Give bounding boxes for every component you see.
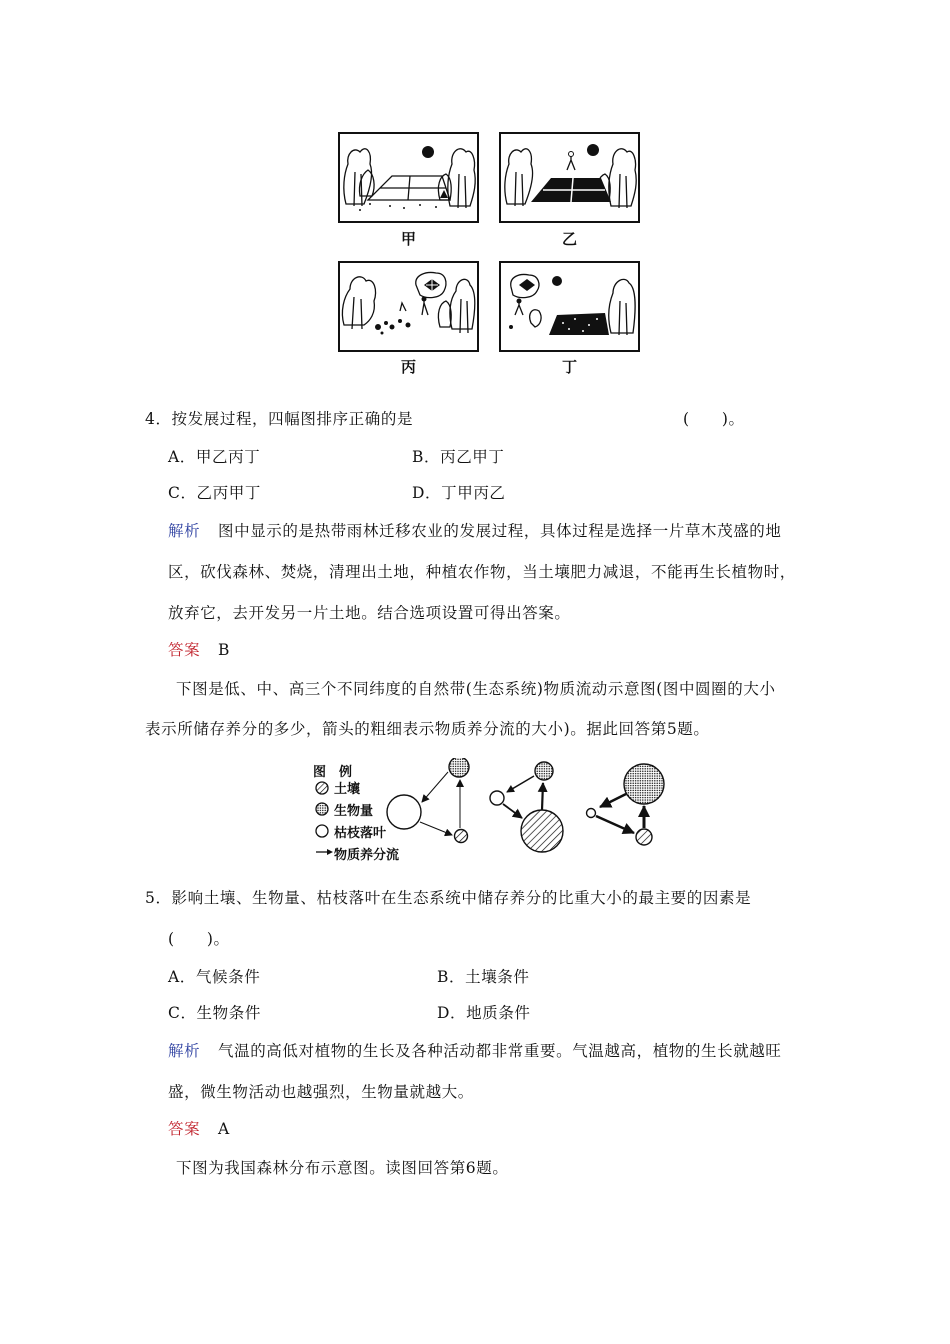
legend-litter-icon	[316, 825, 328, 837]
caption-bing: 丙	[401, 358, 417, 376]
q5-answer-value: A	[218, 1120, 230, 1138]
caption-ding: 丁	[562, 358, 578, 376]
q5-blank: ( )。	[168, 930, 230, 948]
legend-flow-arrow-icon	[327, 849, 333, 855]
q4-option-a: A．甲乙丙丁	[168, 448, 261, 466]
d2-litter	[490, 791, 504, 805]
q5-analysis-label: 解析	[168, 1042, 201, 1060]
caption-yi: 乙	[562, 230, 578, 248]
legend-flow: 物质养分流	[334, 848, 400, 863]
legend-symbols	[312, 778, 336, 868]
q4-blank: ( )。	[683, 410, 745, 428]
legend-litter: 枯枝落叶	[334, 826, 387, 841]
panel-bing-illustration	[340, 263, 477, 350]
caption-jia: 甲	[401, 230, 417, 248]
d1-soil	[455, 830, 468, 843]
q4-answer-label: 答案	[168, 641, 201, 659]
panel-ding	[499, 261, 640, 352]
q4-option-d: D．丁甲丙乙	[412, 484, 506, 502]
q4-analysis-line-2: 区，砍伐森林、焚烧，清理出土地，种植农作物，当土壤肥力减退，不能再生长植物时，	[168, 563, 796, 581]
intro-q6: 下图为我国森林分布示意图。读图回答第6题。	[176, 1159, 509, 1177]
panel-jia-illustration	[340, 134, 477, 221]
q5-stem: 5．影响土壤、生物量、枯枝落叶在生态系统中储存养分的比重大小的最主要的因素是	[145, 889, 752, 907]
nutrient-flow-diagrams	[380, 758, 680, 858]
panel-ding-illustration	[501, 263, 638, 350]
q4-option-b: B．丙乙甲丁	[412, 448, 505, 466]
q5-option-b: B．土壤条件	[437, 968, 530, 986]
q5-analysis-line-1: 气温的高低对植物的生长及各种活动都非常重要。气温越高，植物的生长就越旺	[218, 1042, 782, 1060]
q4-option-c: C．乙丙甲丁	[168, 484, 261, 502]
panel-bing	[338, 261, 479, 352]
q4-analysis-line-3: 放弃它，去开发另一片土地。结合选项设置可得出答案。	[168, 604, 571, 622]
legend-soil-icon	[316, 782, 328, 794]
q4-stem: 4．按发展过程，四幅图排序正确的是	[145, 410, 414, 428]
d3-soil	[636, 829, 652, 845]
diagram-high-latitude	[387, 758, 469, 843]
d2-biomass	[535, 762, 553, 780]
legend-biomass-icon	[316, 803, 328, 815]
panel-jia	[338, 132, 479, 223]
q5-option-a: A．气候条件	[168, 968, 261, 986]
panel-yi	[499, 132, 640, 223]
diagram-mid-latitude	[490, 762, 563, 852]
legend-biomass: 生物量	[334, 804, 374, 819]
q4-analysis-label: 解析	[168, 522, 201, 540]
d3-litter	[587, 809, 596, 818]
d1-biomass	[449, 758, 469, 777]
d2-soil	[521, 810, 563, 852]
q5-option-c: C．生物条件	[168, 1004, 261, 1022]
panel-yi-illustration	[501, 134, 638, 221]
diagram-low-latitude	[587, 764, 665, 845]
q4-answer-value: B	[218, 641, 230, 659]
intro-q5-line-2: 表示所储存养分的多少，箭头的粗细表示物质养分流的大小)。据此回答第5题。	[145, 720, 710, 738]
legend-soil: 土壤	[334, 782, 361, 797]
d3-biomass	[624, 764, 664, 804]
q4-analysis-line-1: 图中显示的是热带雨林迁移农业的发展过程，具体过程是选择一片草木茂盛的地	[218, 522, 782, 540]
legend-title: 图 例	[313, 765, 353, 780]
d1-litter	[387, 795, 421, 829]
q5-option-d: D．地质条件	[437, 1004, 531, 1022]
q5-analysis-line-2: 盛，微生物活动也越强烈，生物量就越大。	[168, 1083, 474, 1101]
q5-answer-label: 答案	[168, 1120, 201, 1138]
intro-q5-line-1: 下图是低、中、高三个不同纬度的自然带(生态系统)物质流动示意图(图中圆圈的大小	[176, 680, 776, 698]
